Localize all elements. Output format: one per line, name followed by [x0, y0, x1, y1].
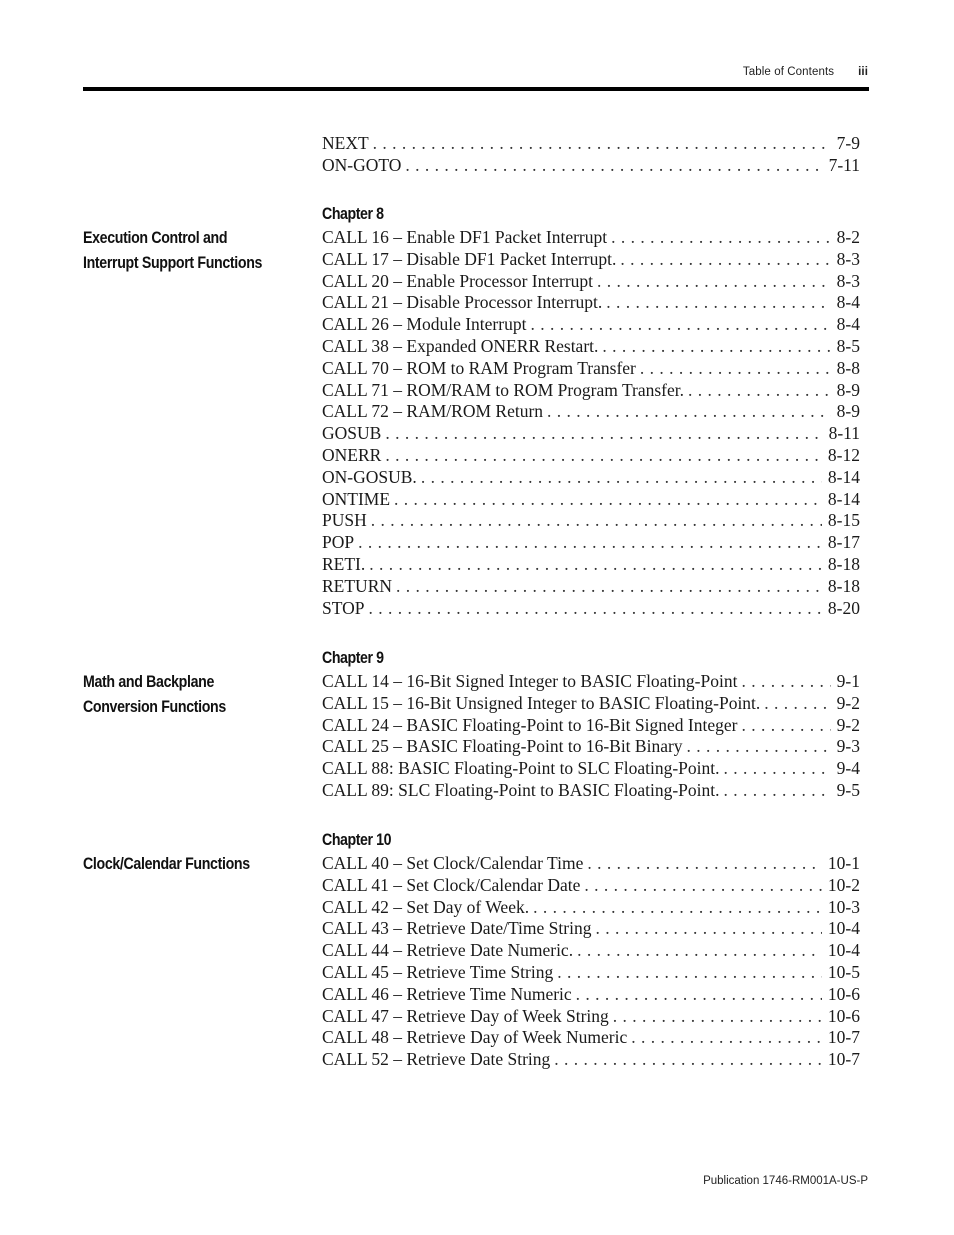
toc-leader — [595, 918, 821, 940]
toc-leader — [373, 133, 831, 155]
toc-entry[interactable] — [322, 314, 860, 336]
toc-entry-title: CALL 21 – Disable Processor Interrupt. — [322, 292, 603, 313]
toc-entry[interactable] — [322, 780, 860, 802]
toc-entry-title: CALL 25 – BASIC Floating-Point to 16-Bit Binary — [322, 736, 683, 757]
toc-leader — [576, 984, 822, 1006]
toc-entry[interactable] — [322, 155, 860, 177]
header-rule — [83, 87, 869, 91]
toc-entry[interactable] — [322, 489, 860, 511]
toc-leader — [741, 671, 830, 693]
toc-entry-page: 9-3 — [836, 736, 860, 757]
chapter-9-group — [322, 646, 860, 802]
chapter-heading: Chapter 10 — [322, 831, 392, 849]
toc-entry-page: 8-18 — [827, 575, 860, 596]
toc-entry[interactable] — [322, 336, 860, 358]
toc-entry[interactable] — [322, 984, 860, 1006]
toc-entry-page: 10-1 — [827, 853, 860, 873]
toc-leader — [587, 853, 822, 875]
toc-leader — [602, 336, 830, 358]
toc-entry[interactable] — [322, 1027, 860, 1049]
toc-entry[interactable] — [322, 467, 860, 489]
toc-entry-title: CALL 42 – Set Day of Week. — [322, 896, 530, 917]
toc-entry-title: CALL 89: SLC Floating-Point to BASIC Floating-Point. — [322, 779, 720, 800]
toc-leader — [554, 1049, 822, 1071]
toc-leader — [368, 598, 821, 620]
toc-entry-page: 8-9 — [836, 379, 860, 400]
toc-entry-page: 8-3 — [836, 270, 860, 291]
toc-leader — [421, 467, 822, 489]
toc-entry[interactable] — [322, 510, 860, 532]
toc-entry-title: NEXT — [322, 133, 369, 153]
toc-entry-page: 10-6 — [827, 1005, 860, 1026]
toc-leader — [369, 554, 822, 576]
toc-entry[interactable] — [322, 532, 860, 554]
toc-leader — [371, 510, 822, 532]
toc-entry[interactable] — [322, 576, 860, 598]
toc-entry-title: CALL 41 – Set Clock/Calendar Date — [322, 874, 581, 895]
toc-entry-page: 10-7 — [827, 1049, 860, 1070]
toc-entry-title: CALL 24 – BASIC Floating-Point to 16-Bit Signed Integer — [322, 714, 738, 735]
toc-entry-page: 8-14 — [827, 488, 860, 509]
running-header — [743, 66, 868, 78]
side-title-line: Clock/Calendar Functions — [83, 855, 250, 873]
header-page-number: iii — [858, 66, 868, 78]
toc-leader — [385, 445, 822, 467]
toc-entry[interactable] — [322, 292, 860, 314]
toc-entry-title: CALL 38 – Expanded ONERR Restart. — [322, 335, 599, 356]
toc-leader — [405, 155, 822, 177]
side-title-line: Conversion Functions — [83, 698, 226, 716]
toc-entry-page: 8-4 — [836, 314, 860, 335]
toc-entry-title: CALL 44 – Retrieve Date Numeric. — [322, 940, 574, 961]
toc-entry[interactable] — [322, 693, 860, 715]
toc-leader — [557, 962, 822, 984]
toc-leader — [741, 715, 830, 737]
toc-leader — [394, 489, 822, 511]
toc-entry[interactable] — [322, 875, 860, 897]
toc-entry-page: 8-9 — [836, 401, 860, 422]
header-section-title: Table of Contents — [742, 66, 835, 78]
toc-entry-title: CALL 52 – Retrieve Date String — [322, 1049, 551, 1070]
toc-entry[interactable] — [322, 133, 860, 155]
toc-leader — [584, 875, 822, 897]
toc-entry-title: CALL 48 – Retrieve Day of Week Numeric — [322, 1027, 628, 1048]
toc-leader — [724, 758, 831, 780]
toc-leader — [611, 227, 831, 249]
toc-entry[interactable] — [322, 758, 860, 780]
toc-entry-title: CALL 26 – Module Interrupt — [322, 314, 527, 335]
toc-leader — [688, 380, 831, 402]
toc-entry[interactable] — [322, 736, 860, 758]
toc-entry[interactable] — [322, 423, 860, 445]
toc-entry-page: 8-20 — [827, 597, 860, 618]
toc-entry-page: 10-4 — [827, 940, 860, 961]
toc-leader — [385, 423, 822, 445]
chapter-heading: Chapter 9 — [322, 649, 384, 667]
toc-leader — [640, 358, 831, 380]
toc-entry-page: 9-2 — [836, 692, 860, 713]
toc-entry-page: 10-6 — [827, 983, 860, 1004]
toc-entry-page: 8-2 — [836, 227, 860, 247]
toc-entry-page: 8-3 — [836, 248, 860, 269]
toc-entry-title: CALL 43 – Retrieve Date/Time String — [322, 918, 592, 939]
toc-entry[interactable] — [322, 853, 860, 875]
toc-entry-title: ONTIME — [322, 488, 391, 509]
toc-entry-title: CALL 40 – Set Clock/Calendar Time — [322, 853, 584, 873]
toc-leader — [530, 314, 830, 336]
toc-entry[interactable] — [322, 897, 860, 919]
chapter-8-side-title — [83, 226, 281, 276]
toc-entry-page: 8-4 — [836, 292, 860, 313]
toc-entry-page: 9-1 — [836, 671, 860, 691]
toc-entry-page: 9-5 — [836, 779, 860, 800]
chapter-heading: Chapter 8 — [322, 205, 384, 223]
toc-entry-page: 10-7 — [827, 1027, 860, 1048]
toc-leader — [547, 401, 831, 423]
toc-entry-page: 9-2 — [836, 714, 860, 735]
toc-entry-page: 8-18 — [827, 553, 860, 574]
toc-entry-page: 8-8 — [836, 357, 860, 378]
toc-entry-title: ONERR — [322, 444, 382, 465]
toc-entry[interactable] — [322, 940, 860, 962]
toc-entry-title: CALL 16 – Enable DF1 Packet Interrupt — [322, 227, 608, 247]
toc-entry-page: 10-2 — [827, 874, 860, 895]
toc-entry-title: CALL 45 – Retrieve Time String — [322, 961, 554, 982]
toc-entry-title: CALL 46 – Retrieve Time Numeric — [322, 983, 572, 1004]
toc-leader — [724, 780, 831, 802]
side-title-line: Execution Control and — [83, 229, 228, 247]
toc-continued-group — [322, 133, 860, 177]
chapter-10-group — [322, 828, 860, 1071]
toc-entry-title: POP — [322, 532, 355, 553]
toc-entry[interactable] — [322, 249, 860, 271]
toc-leader — [577, 940, 822, 962]
toc-entry-title: ON-GOTO — [322, 154, 402, 175]
toc-leader — [687, 736, 831, 758]
toc-entry-title: ON-GOSUB. — [322, 466, 417, 487]
toc-entry-title: RETI. — [322, 553, 366, 574]
toc-entry[interactable] — [322, 401, 860, 423]
toc-entry[interactable] — [322, 671, 860, 693]
toc-entry-title: CALL 70 – ROM to RAM Program Transfer — [322, 357, 636, 378]
toc-entry-page: 8-14 — [827, 466, 860, 487]
toc-entry-title: RETURN — [322, 575, 392, 596]
toc-leader — [533, 897, 822, 919]
chapter-9-side-title — [83, 670, 281, 720]
chapter-8-group — [322, 202, 860, 619]
toc-entry-page: 8-17 — [827, 532, 860, 553]
toc-entry-title: CALL 71 – ROM/RAM to ROM Program Transfer. — [322, 379, 685, 400]
toc-leader — [358, 532, 822, 554]
toc-entry-title: CALL 47 – Retrieve Day of Week String — [322, 1005, 609, 1026]
toc-entry[interactable] — [322, 227, 860, 249]
toc-entry-title: GOSUB — [322, 423, 382, 444]
chapter-10-side-title — [83, 852, 281, 877]
toc-entry[interactable] — [322, 445, 860, 467]
toc-leader — [597, 271, 831, 293]
toc-entry-title: PUSH — [322, 510, 367, 531]
toc-entry-title: CALL 20 – Enable Processor Interrupt — [322, 270, 594, 291]
toc-entry[interactable] — [322, 918, 860, 940]
toc-entry-title: CALL 15 – 16-Bit Unsigned Integer to BASIC Floating-Point. — [322, 692, 761, 713]
toc-entry[interactable] — [322, 715, 860, 737]
toc-leader — [613, 1006, 822, 1028]
toc-entry-page: 7-11 — [828, 154, 860, 175]
side-title-line: Math and Backplane — [83, 673, 215, 691]
toc-entry[interactable] — [322, 271, 860, 293]
toc-entry[interactable] — [322, 554, 860, 576]
toc-entry-page: 7-9 — [836, 133, 860, 153]
toc-entry-page: 8-11 — [828, 423, 860, 444]
toc-entry[interactable] — [322, 1006, 860, 1028]
toc-entry-page: 8-15 — [827, 510, 860, 531]
toc-entry[interactable] — [322, 1049, 860, 1071]
toc-entry[interactable] — [322, 358, 860, 380]
toc-leader — [620, 249, 830, 271]
toc-entry-title: CALL 17 – Disable DF1 Packet Interrupt. — [322, 248, 617, 269]
toc-entry-page: 9-4 — [836, 758, 860, 779]
toc-entry-page: 10-4 — [827, 918, 860, 939]
toc-entry-title: CALL 88: BASIC Floating-Point to SLC Floating-Point. — [322, 758, 720, 779]
toc-leader — [396, 576, 822, 598]
toc-entry-page: 10-3 — [827, 896, 860, 917]
toc-entry-title: STOP — [322, 597, 365, 618]
toc-leader — [631, 1027, 822, 1049]
toc-entry-title: CALL 14 – 16-Bit Signed Integer to BASIC Floating-Point — [322, 671, 738, 691]
side-title-line: Interrupt Support Functions — [83, 254, 263, 272]
toc-entry[interactable] — [322, 598, 860, 620]
toc-leader — [764, 693, 830, 715]
toc-leader — [606, 292, 830, 314]
toc-entry-title: CALL 72 – RAM/ROM Return — [322, 401, 544, 422]
toc-entry-page: 8-5 — [836, 335, 860, 356]
toc-entry[interactable] — [322, 962, 860, 984]
publication-footer: Publication 1746-RM001A-US-P — [703, 1175, 868, 1187]
toc-entry-page: 8-12 — [827, 444, 860, 465]
toc-entry-page: 10-5 — [827, 961, 860, 982]
toc-entry[interactable] — [322, 380, 860, 402]
